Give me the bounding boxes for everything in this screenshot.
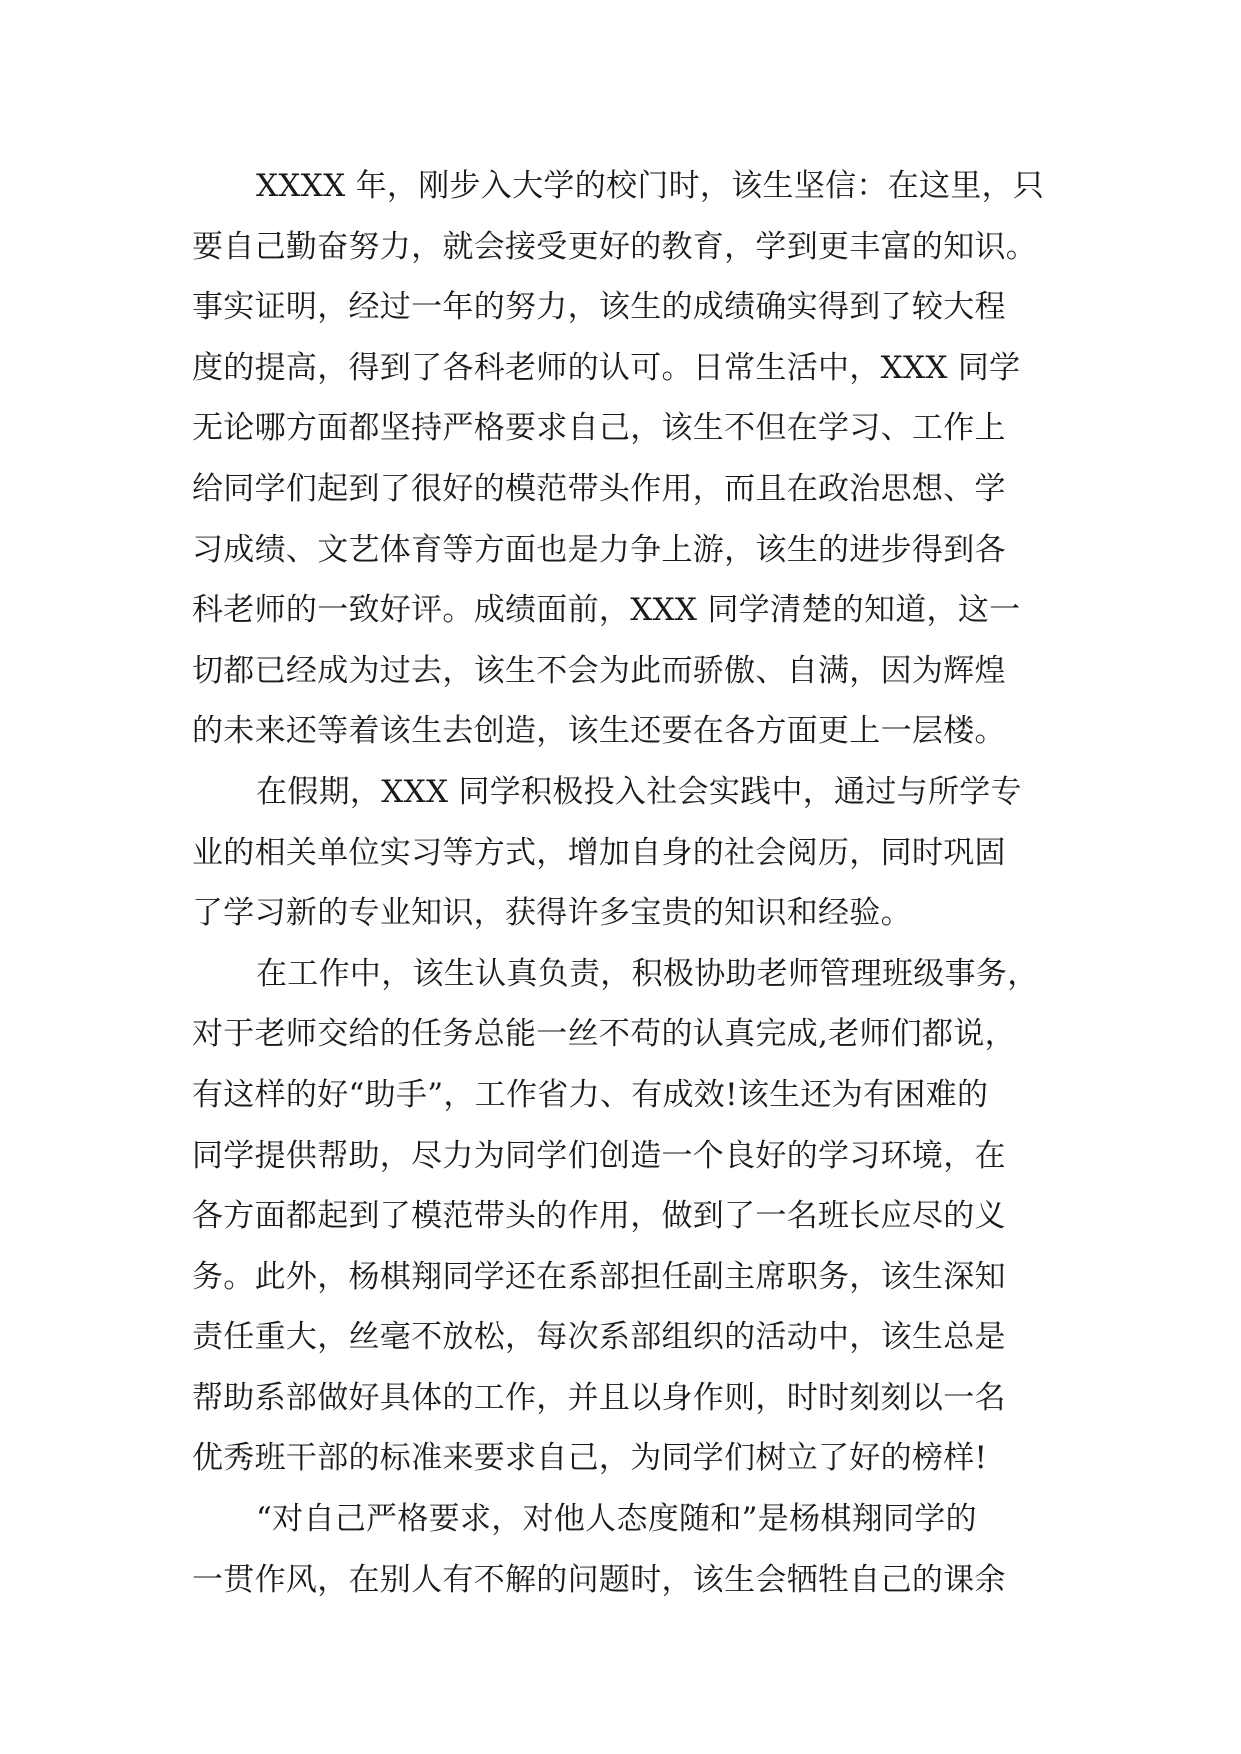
text-line: 在工作中，该生认真负责，积极协助老师管理班级事务， — [256, 955, 1039, 992]
text-line: 切都已经成为过去，该生不会为此而骄傲、自满，因为辉煌 — [192, 652, 1006, 689]
text-line: 给同学们起到了很好的模范带头作用，而且在政治思想、学 — [192, 470, 1006, 507]
text-line: 优秀班干部的标准来要求自己，为同学们树立了好的榜样! — [192, 1440, 988, 1477]
text-line: 无论哪方面都坚持严格要求自己，该生不但在学习、工作上 — [192, 410, 1006, 447]
text-line: 要自己勤奋努力，就会接受更好的教育，学到更丰富的知识。 — [192, 228, 1038, 265]
text-line: 事实证明，经过一年的努力，该生的成绩确实得到了较大程 — [192, 289, 1006, 326]
text-line: 度的提高，得到了各科老师的认可。日常生活中，XXX 同学 — [192, 349, 1021, 386]
text-line: “对自己严格要求，对他人态度随和”是杨棋翔同学的 — [256, 1501, 977, 1538]
text-line: 了学习新的专业知识，获得许多宝贵的知识和经验。 — [192, 895, 912, 932]
paragraph-4 — [192, 1489, 1072, 1610]
text-line: 业的相关单位实习等方式，增加自身的社会阅历，同时巩固 — [192, 834, 1006, 871]
text-line: 各方面都起到了模范带头的作用，做到了一名班长应尽的义 — [192, 1198, 1006, 1235]
text-line: 对于老师交给的任务总能一丝不苟的认真完成,老师们都说， — [192, 1016, 1016, 1053]
text-line: 科老师的一致好评。成绩面前，XXX 同学清楚的知道，这一 — [192, 592, 1021, 629]
document-body — [192, 156, 1072, 1610]
text-line: 务。此外，杨棋翔同学还在系部担任副主席职务，该生深知 — [192, 1258, 1006, 1295]
text-line: XXXX 年，刚步入大学的校门时，该生坚信：在这里，只 — [256, 168, 1045, 204]
text-line: 有这样的好“助手”，工作省力、有成效!该生还为有困难的 — [192, 1076, 989, 1113]
paragraph-3 — [192, 944, 1072, 1489]
text-line: 帮助系部做好具体的工作，并且以身作则，时时刻刻以一名 — [192, 1379, 1006, 1416]
paragraph-1 — [192, 156, 1072, 762]
text-line: 责任重大，丝毫不放松，每次系部组织的活动中，该生总是 — [192, 1319, 1006, 1356]
text-line: 同学提供帮助，尽力为同学们创造一个良好的学习环境，在 — [192, 1137, 1006, 1174]
text-line: 习成绩、文艺体育等方面也是力争上游，该生的进步得到各 — [192, 531, 1006, 568]
paragraph-2 — [192, 762, 1072, 944]
text-line: 一贯作风，在别人有不解的问题时，该生会牺牲自己的课余 — [192, 1561, 1006, 1598]
text-line: 在假期，XXX 同学积极投入社会实践中，通过与所学专 — [256, 773, 1022, 810]
text-line: 的未来还等着该生去创造，该生还要在各方面更上一层楼。 — [192, 713, 1006, 750]
